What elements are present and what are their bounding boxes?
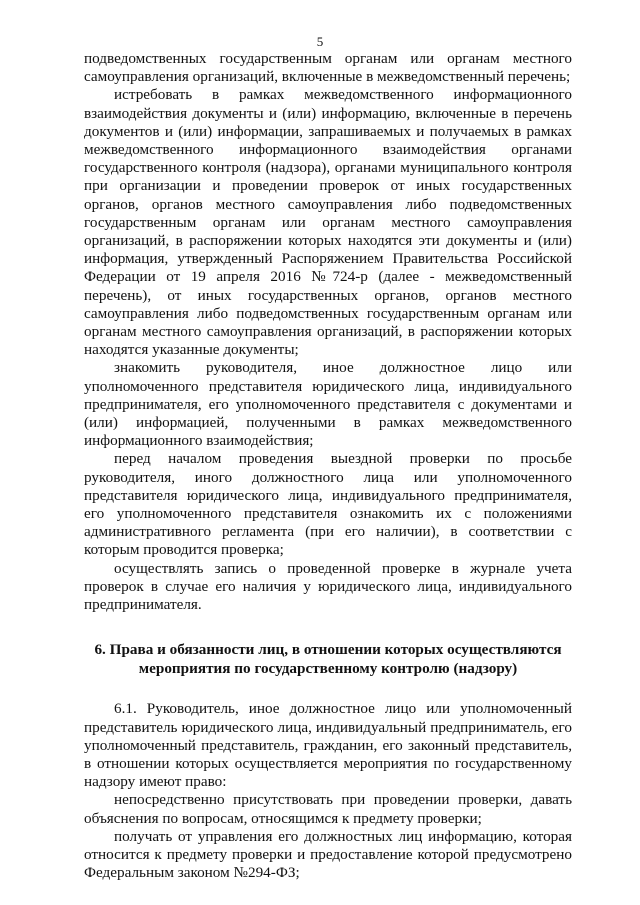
paragraph-journal-record: осуществлять запись о проведенной проверке в журнале учета проверок в случае его наличия у юридического лица, индивидуального предпринимателя. — [84, 559, 572, 614]
paragraph-before-inspection: перед началом проведения выездной проверки по просьбе руководителя, иного должностного лица или уполномоченного представителя юридического лица, индивидуального предпринимателя, его уполномоченного представителя ознакомить их с положениями административного регламента (при его наличии), в соответствии с которым проводится проверка; — [84, 450, 572, 559]
paragraph-request-documents: истребовать в рамках межведомственного информационного взаимодействия документы и (или) информацию, включенные в перечень документов и (или) информации, запрашиваемых и получаемых в рамках межведомственного информационного взаимодействия органами государственного контроля (надзора), органами муниципального контроля при организации и проведении проверок от иных государственных органов, органов местного самоуправления либо подведомственных государственным органам или органам местного самоуправления организаций, в распоряжении которых находятся эти документы и (или) информация, утвержденный Распоряжением Правительства Российской Федерации от 19 апреля 2016 №724-р (далее - межведомственный перечень), от иных государственных органов, органов местного самоуправления либо подведомственных государственным органам или органам местного самоуправления организаций, в распоряжении которых находятся указанные документы; — [84, 86, 572, 359]
paragraph-receive-information: получать от управления его должностных лиц информацию, которая относится к предмету проверки и предоставление которой предусмотрено Федеральным законом №294-ФЗ; — [84, 827, 572, 882]
paragraph-continuation: подведомственных государственным органам или органам местного самоуправления организаций, включенные в межведомственный перечень; — [84, 50, 572, 86]
section-heading — [84, 641, 572, 678]
page-number: 5 — [316, 34, 324, 49]
paragraph-6-1: 6.1. Руководитель, иное должностное лицо или уполномоченный представитель юридического лица, индивидуальный предприниматель, его уполномоченный представитель, гражданин, его законный представитель, в отношении которых осуществляется мероприятия по государственному надзору имеют право: — [84, 700, 572, 791]
section-heading-line-1: 6. Права и обязанности лиц, в отношении которых осуществляются — [94, 641, 562, 659]
paragraph-familiarize: знакомить руководителя, иное должностное лицо или уполномоченного представителя юридического лица, индивидуального предпринимателя, его уполномоченного представителя с документами и (или) информацией, полученными в рамках межведомственного информационного взаимодействия; — [84, 359, 572, 450]
document-body — [84, 50, 572, 882]
paragraph-attend-inspection: непосредственно присутствовать при проведении проверки, давать объяснения по вопросам, относящимся к предмету проверки; — [84, 791, 572, 827]
section-heading-line-2: мероприятия по государственному контролю (надзору) — [138, 659, 518, 677]
